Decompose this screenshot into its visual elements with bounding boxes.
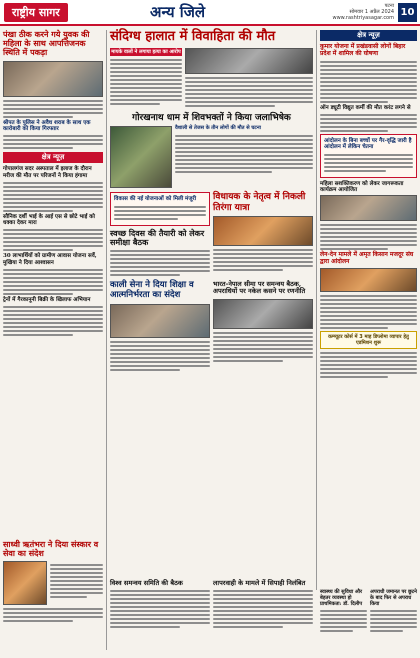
newspaper-brand: राष्ट्रीय सागर <box>4 3 68 22</box>
center-story-headline: स्वच्छ दिवस की तैयारी को लेकर समीक्षा बैठक <box>110 227 205 247</box>
right-section-tag: क्षेत्र न्यूज़ <box>320 30 417 41</box>
left-story-headline: सौनिक दर्शी भाई के आई एस से छोटे भाई को धक्का देकर मारा <box>3 213 95 227</box>
center-bottom-row <box>110 580 313 630</box>
center-bottom-headline: लापरवाही के मामले में सिपाही निलंबित <box>213 579 306 587</box>
dateline-city: पटना <box>384 3 394 9</box>
left-brief-headline: श्रीपत के पुलिस ने अवैध शराब के साथ एक कारोबारी को किया गिरफ्तार <box>3 119 91 132</box>
center-boxed-story <box>110 192 210 225</box>
devotees-photo <box>110 126 172 188</box>
center-photo-headline: गोरखनाथ धाम में शिवभक्तों ने किया जलाभिषेक <box>132 112 291 123</box>
sadhvi-photo <box>3 561 47 605</box>
left-section-tag: क्षेत्र न्यूज़ <box>3 152 103 163</box>
center-lead-headline: संदिग्ध हालात में विवाहिता की मौत <box>110 29 276 44</box>
right-story-headline: महिला सशक्तिकरण को लेकर जागरूकता कार्यक्रम आयोजित <box>320 180 404 194</box>
dateline-date: सोमवार 1 अप्रैल 2024 <box>349 9 394 15</box>
kali-sena-photo <box>110 304 210 338</box>
right-boxed-story <box>320 134 417 178</box>
left-story-headline: 30 लाभार्थियों को ग्रामीण आवास योजना सर्वे, मुखिया ने दिया आश्वासन <box>3 253 97 266</box>
right-story-headline: लेन-देन मामले में अमृत किसान मजदूर संघ द्वारा आंदोलन <box>320 251 414 266</box>
section-title: अन्य जिले <box>150 3 205 21</box>
column-divider <box>316 30 317 590</box>
masthead <box>0 0 420 26</box>
right-story-headline: ऑन ड्यूटी विद्युत कर्मी की मौत करंट लगने से <box>320 104 411 111</box>
left-bottom-headline: साध्वी ऋतंभरा ने दिया संस्कार व सेवा का संदेश <box>3 539 99 559</box>
lead-body <box>3 100 103 118</box>
right-bottom-headline: स्वास्थ्य की सुविधा और बेहतर व्यवस्था हो प्राथमिकता: डॉ. दिलीप <box>320 589 363 607</box>
dateline <box>333 3 395 21</box>
left-lead-headline: पंखा ठीक करने गये युवक की महिला के साथ आपत्तिजनक स्थिति में पकड़ा <box>3 29 90 58</box>
left-bottom-story <box>3 540 103 624</box>
center-mid-headline: वैशाली से तेजस के तीन लोगों की मौत से घटना <box>175 125 261 132</box>
left-story-headline: ट्रेनों में गैरकानूनी बिक्री के खिलाफ अभियान <box>3 297 91 304</box>
right-bottom-row <box>320 590 417 634</box>
lead-subhead: मायके वालों ने लगाया हत्या का आरोप <box>111 48 181 55</box>
column-divider <box>106 30 107 650</box>
center-column <box>110 30 313 373</box>
right-column <box>320 30 417 380</box>
left-story-headline: गोपालगंज सदर अस्पताल में इलाज के दौरान मरीज की मौत पर परिजनों ने किया हंगामा <box>3 166 92 179</box>
right-bottom-headline: अपराधी जमानत पर छूटने के बाद फिर से अपराध किया <box>370 589 417 607</box>
center-story-headline: काली सेना ने दिया शिक्षा व आत्मनिर्भरता का संदेश <box>110 279 194 300</box>
center-box-headline: विकास की नई योजनाओं को मिली मंजूरी <box>114 196 197 203</box>
lead-photo <box>3 61 103 97</box>
center-story-headline: विधायक के नेतृत्व में निकली तिरंगा यात्रा <box>213 192 306 213</box>
farmers-photo <box>320 268 417 292</box>
center-story-headline: भारत-नेपाल सीमा पर समन्वय बैठक, अपराधियों पर नकेल कसने पर रणनीति <box>213 279 306 296</box>
advertisement: कम्प्यूटर कोर्स में 3 माह डिप्लोमा व्यापार हेतु एडमिशन शुरू <box>320 331 417 349</box>
border-meeting-photo <box>213 299 313 329</box>
right-story-headline: आंदोलन के बिना बच्चों पर गैर-वृद्धि जारी है आंदोलन में लेकिन चेतना <box>324 138 412 151</box>
lead-photo-center <box>185 48 313 74</box>
left-column <box>3 30 103 338</box>
right-story-headline: कुमार योजना में प्रखंडवासी लोगों बिहार प्रदेश में शामिल की घोषणा <box>320 43 406 57</box>
center-bottom-headline: विश्व समन्वय समिति की बैठक <box>110 579 183 587</box>
dateline-site: www.rashtriyasagar.com <box>332 15 394 21</box>
yatra-photo <box>213 216 313 246</box>
women-program-photo <box>320 195 417 221</box>
page-number: 10 <box>398 3 417 22</box>
